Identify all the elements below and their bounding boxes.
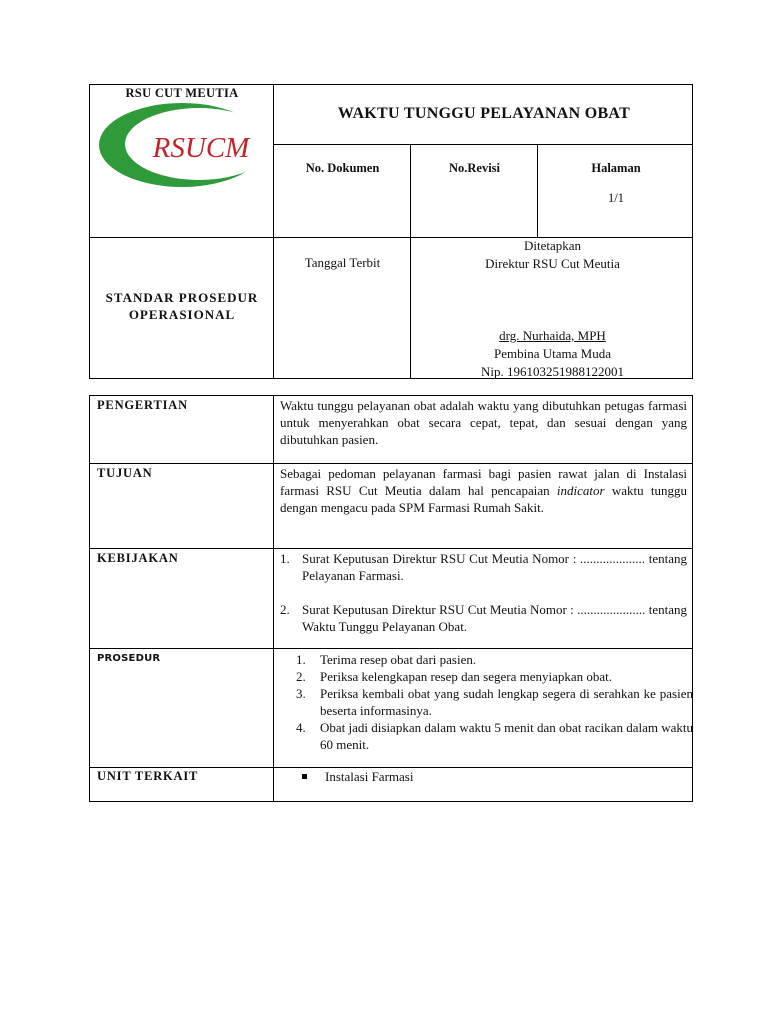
list-item-text: Obat jadi disiapkan dalam waktu 5 menit dan obat racikan dalam waktu 60 menit. xyxy=(320,720,693,752)
approval-title: Direktur RSU Cut Meutia xyxy=(485,256,620,271)
doc-number-label: No. Dokumen xyxy=(305,161,380,175)
pengertian-label: PENGERTIAN xyxy=(97,398,188,412)
list-item xyxy=(296,668,693,685)
tujuan-text-part1: Sebagai pedoman pelayanan farmasi bagi pasien rawat jalan di Instalasi farmasi RSU Cut Meutia dalam hal pencapaian xyxy=(280,466,687,498)
document-title: WAKTU TUNGGU PELAYANAN OBAT xyxy=(337,105,631,122)
approval-block xyxy=(411,237,694,381)
approval-set-label: Ditetapkan xyxy=(523,238,582,253)
unit-terkait-label: UNIT TERKAIT xyxy=(97,769,199,783)
list-item xyxy=(296,685,693,719)
row-divider xyxy=(90,767,693,768)
header-divider xyxy=(273,85,274,378)
kebijakan-label: KEBIJAKAN xyxy=(97,551,179,565)
list-item xyxy=(302,769,413,785)
prosedur-label: PROSEDUR xyxy=(97,653,161,664)
list-item-number: 3. xyxy=(296,686,306,701)
approver-nip: Nip. 196103251988122001 xyxy=(481,364,624,379)
revision-label: No.Revisi xyxy=(448,161,501,175)
list-item xyxy=(296,651,693,668)
sop-content-table xyxy=(89,395,693,802)
sop-title xyxy=(90,289,274,323)
page-value: 1/1 xyxy=(608,191,624,205)
list-item xyxy=(296,719,693,753)
approver-rank: Pembina Utama Muda xyxy=(494,346,611,361)
header-divider xyxy=(273,144,693,145)
hospital-name: RSU CUT MEUTIA xyxy=(125,86,239,100)
logo-text: RSUCM xyxy=(152,132,250,164)
sop-title-line2: OPERASIONAL xyxy=(128,307,236,322)
sop-title-line1: STANDAR PROSEDUR xyxy=(105,290,259,305)
tujuan-text-italic: indicator xyxy=(556,483,605,498)
row-divider xyxy=(90,648,693,649)
sop-header-table xyxy=(89,84,693,379)
bullet-square-icon xyxy=(302,774,307,779)
list-item xyxy=(280,550,687,584)
list-item-number: 4. xyxy=(296,720,306,735)
tujuan-text-part2: waktu tunggu dengan mengacu pada SPM Farmasi Rumah Sakit. xyxy=(280,483,688,515)
list-item-text: Periksa kembali obat yang sudah lengkap segera di serahkan ke pasien beserta informasinya. xyxy=(320,686,693,718)
list-item-number: 2. xyxy=(296,669,306,684)
list-item-number: 2. xyxy=(280,602,290,617)
prosedur-list xyxy=(296,651,693,753)
list-item-text: Surat Keputusan Direktur RSU Cut Meutia Nomor : ..................... tentang Waktu Tunggu Pelayanan Obat. xyxy=(302,602,687,634)
kebijakan-list xyxy=(280,550,687,635)
hospital-logo xyxy=(97,101,267,189)
content-column-divider xyxy=(273,396,274,801)
list-item-text: Surat Keputusan Direktur RSU Cut Meutia Nomor : .................... tentang Pelayanan Farmasi. xyxy=(302,551,687,583)
list-item-text: Instalasi Farmasi xyxy=(325,769,414,784)
tujuan-label: TUJUAN xyxy=(97,466,153,480)
approver-name: drg. Nurhaida, MPH xyxy=(499,328,606,343)
list-item-number: 1. xyxy=(296,652,306,667)
row-divider xyxy=(90,463,693,464)
row-divider xyxy=(90,548,693,549)
list-item-text: Periksa kelengkapan resep dan segera menyiapkan obat. xyxy=(320,669,613,684)
rsucm-logo-icon xyxy=(97,101,267,189)
list-item-number: 1. xyxy=(280,551,290,566)
list-item-text: Terima resep obat dari pasien. xyxy=(320,652,477,667)
page-label: Halaman xyxy=(591,161,641,175)
issue-date-label: Tanggal Terbit xyxy=(304,255,381,270)
tujuan-text xyxy=(280,465,687,516)
pengertian-text: Waktu tunggu pelayanan obat adalah waktu yang dibutuhkan petugas farmasi untuk menyerahkan obat secara cepat, tepat, dan sesuai dengan yang dibutuhkan pasien. xyxy=(280,398,687,447)
list-item xyxy=(280,601,687,635)
